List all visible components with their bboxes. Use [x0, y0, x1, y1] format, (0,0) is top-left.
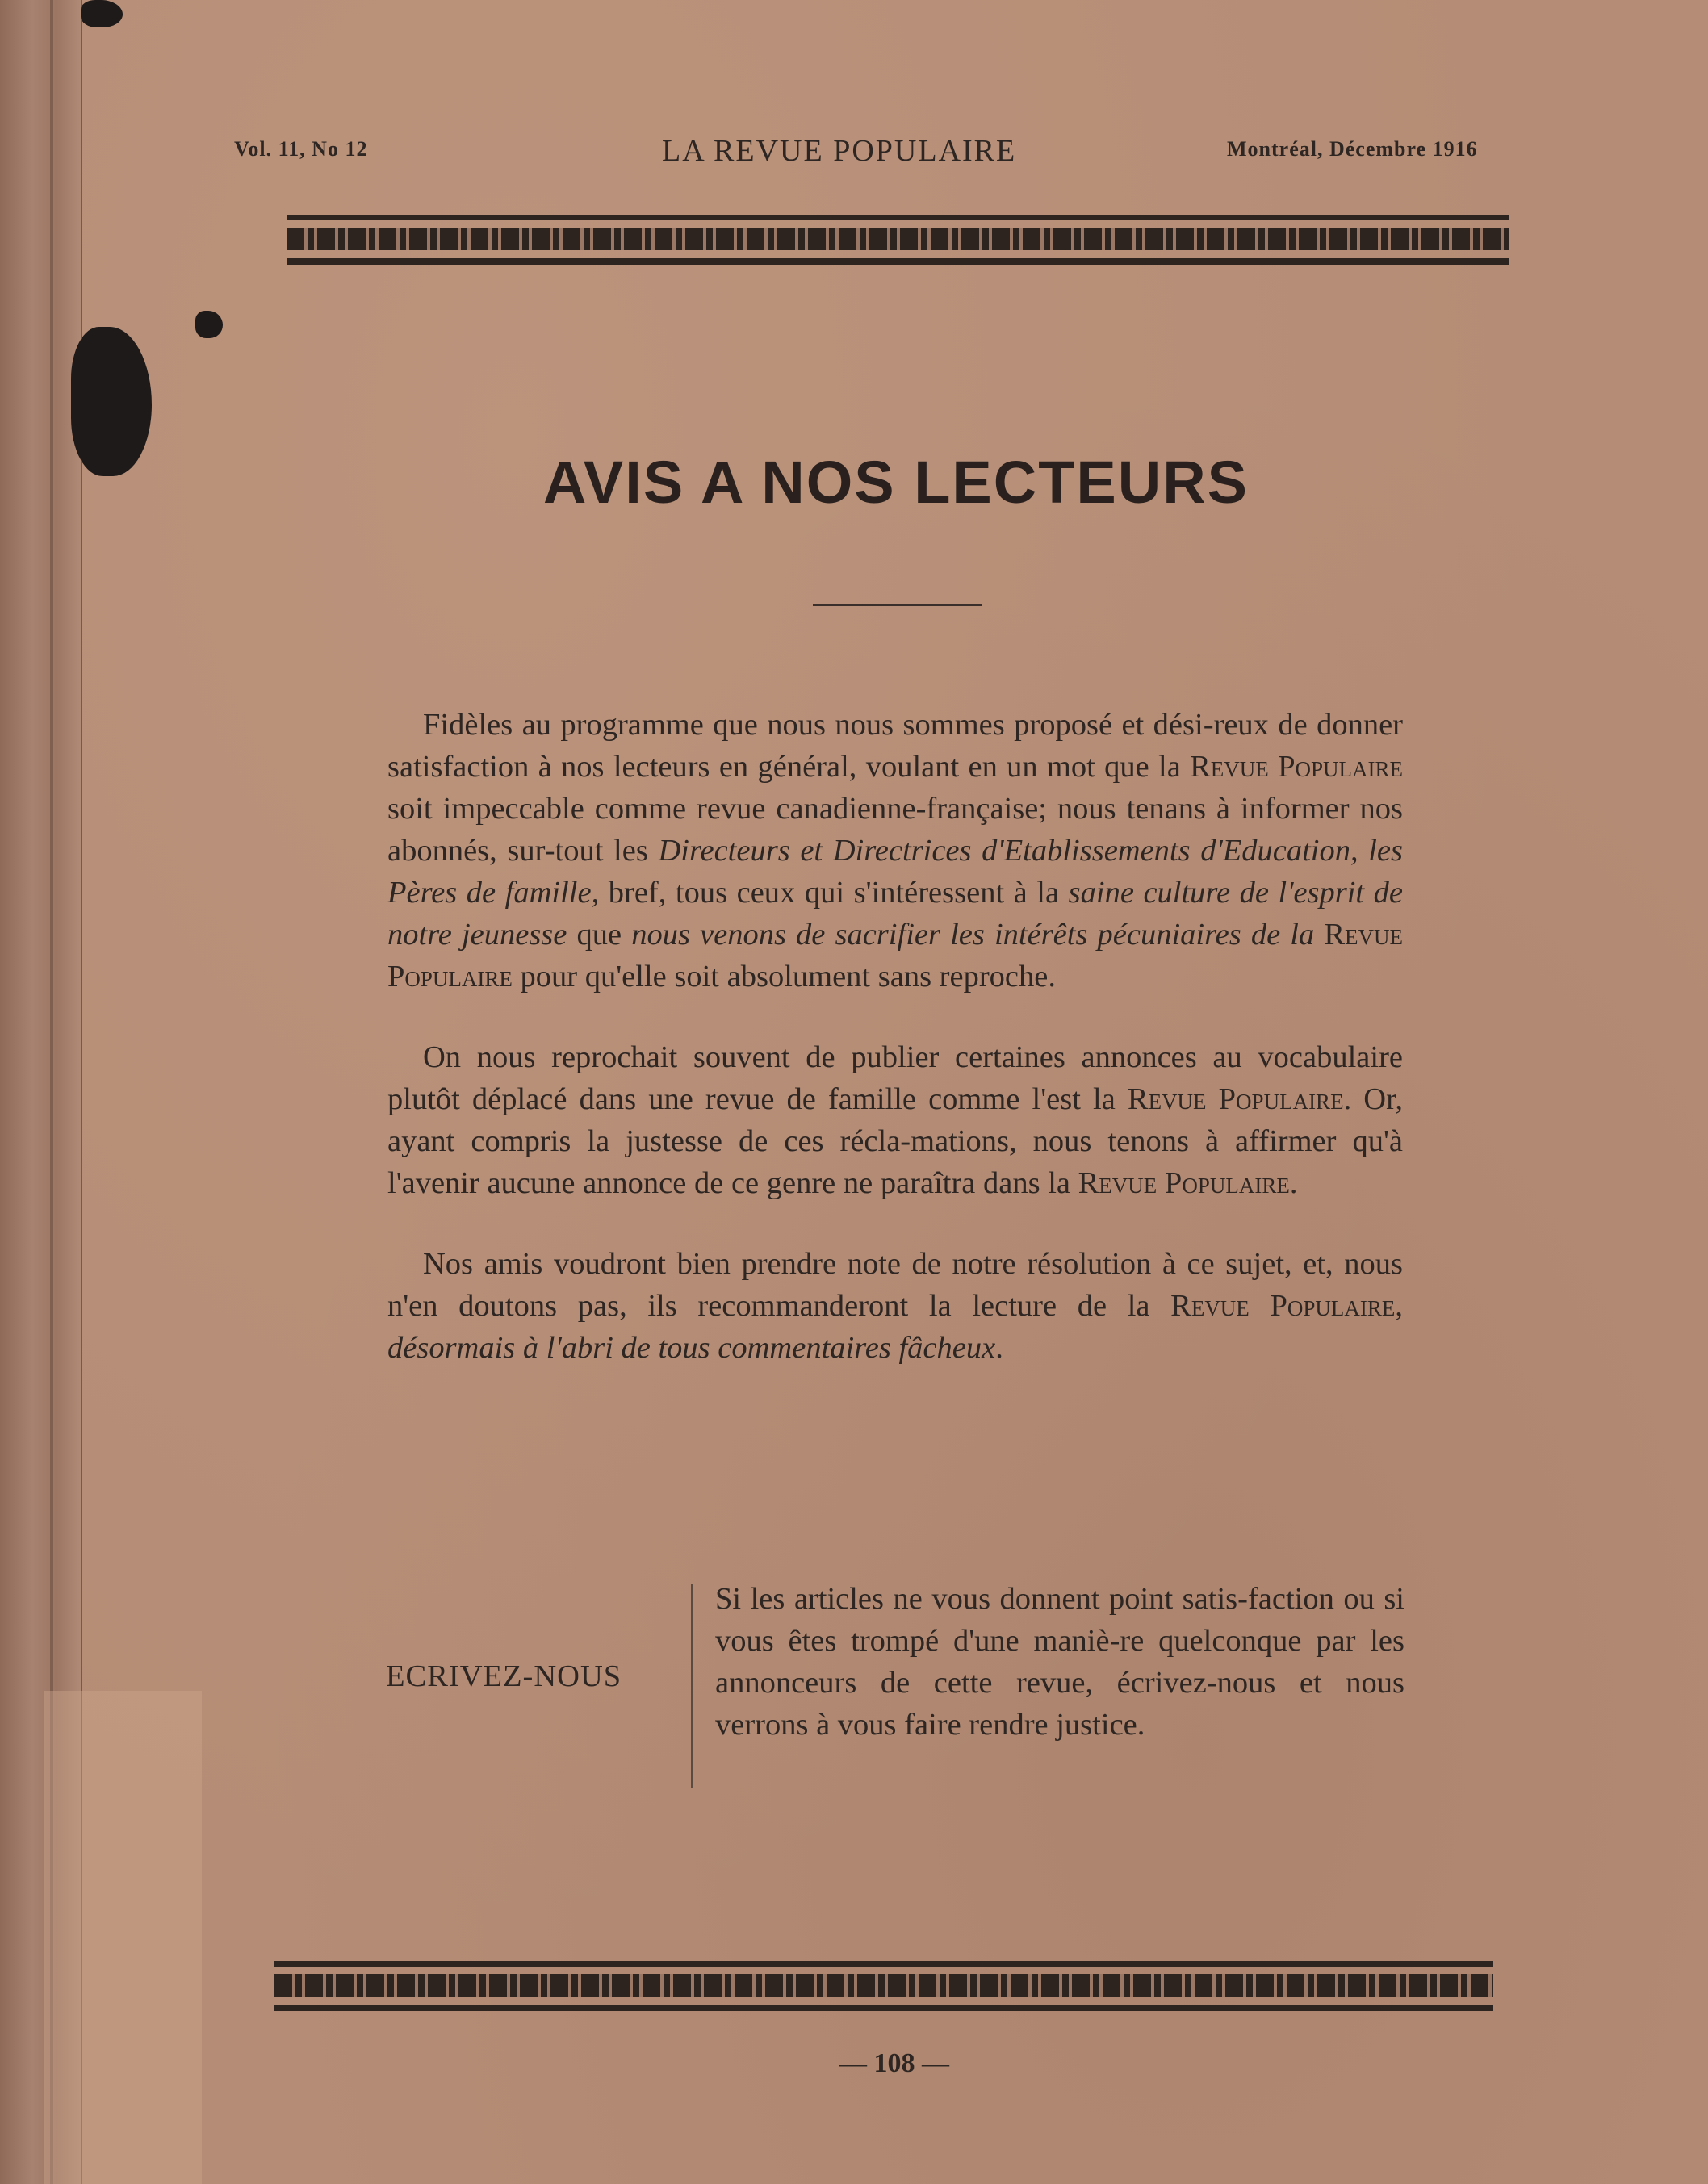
- page-title: AVIS A NOS LECTEURS: [542, 449, 1249, 516]
- paper-discoloration: [44, 1691, 202, 2184]
- write-us-text: Si les articles ne vous donnent point satis-faction ou si vous êtes trompé d'une maniè-re quelconque par les annonceurs de cette revue, écrivez-nous et nous verrons à vous faire rendre justice.: [715, 1582, 1404, 1742]
- article-body: [387, 704, 1403, 1408]
- volume-label: Vol. 11, No 12: [234, 137, 368, 161]
- notice-divider: [691, 1584, 693, 1788]
- place-date: Montréal, Décembre 1916: [1227, 137, 1478, 161]
- paper-tear-left: [71, 327, 152, 476]
- write-us-label: ECRIVEZ-NOUS: [386, 1659, 622, 1693]
- paper-tear-top: [81, 0, 123, 27]
- publication-title: LA REVUE POPULAIRE: [662, 134, 1017, 168]
- title-rule: [813, 604, 982, 606]
- paper-tear-small: [195, 311, 223, 338]
- write-us-notice: [386, 1578, 1404, 1788]
- paragraph-2: On nous reprochait souvent de publier certaines annonces au vocabulaire plutôt déplacé dans une revue de famille comme l'est la Revue Populaire. Or, ayant compris la justesse de ces récla-mations, nous tenons à affirmer qu'à l'avenir aucune annonce de ce genre ne paraîtra dans la Revue Populaire.: [387, 1040, 1403, 1200]
- paragraph-3: Nos amis voudront bien prendre note de notre résolution à ce sujet, et, nous n'en doutons pas, ils recommanderont la lecture de la Revue Populaire, désormais à l'abri de tous commentaires fâcheux.: [387, 1247, 1403, 1365]
- bottom-ornamental-border: [274, 1961, 1493, 2016]
- page-number: — 108 —: [839, 2048, 949, 2078]
- paragraph-1: Fidèles au programme que nous nous sommes proposé et dési-reux de donner satisfaction à nos lecteurs en général, voulant en un mot que la Revue Populaire soit impeccable comme revue canadienne-française; nous tenans à informer nos abonnés, sur-tout les Directeurs et Directrices d'Etablissements d'Education, les Pères de famille, bref, tous ceux qui s'intéressent à la saine culture de l'esprit de notre jeunesse que nous venons de sacrifier les intérêts pécuniaires de la Revue Populaire pour qu'elle soit absolument sans reproche.: [387, 708, 1404, 994]
- top-ornamental-border: [287, 215, 1509, 270]
